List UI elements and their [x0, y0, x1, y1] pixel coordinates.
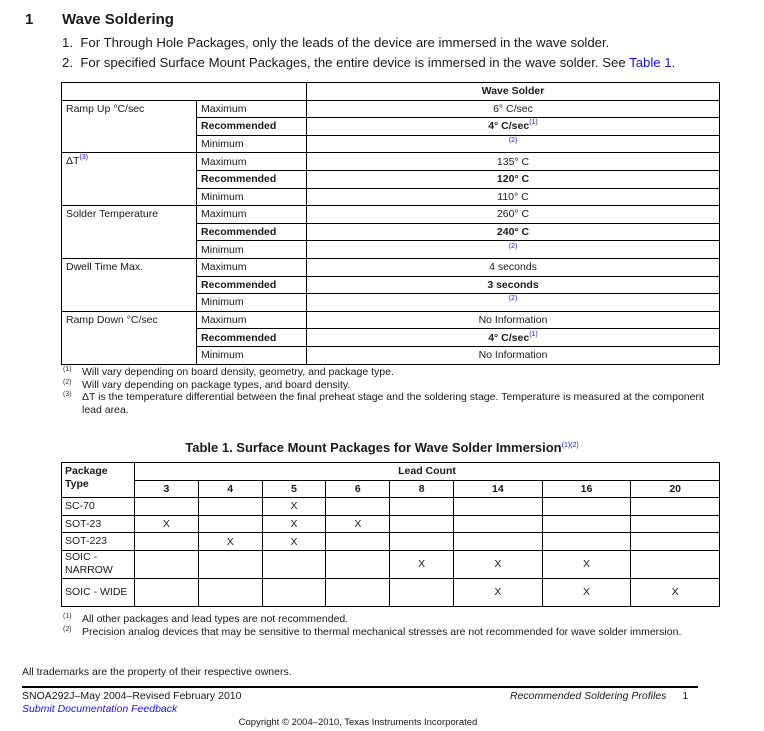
table-row: [62, 578, 720, 606]
value-cell: 135° C: [307, 153, 720, 171]
level-cell: Maximum: [197, 100, 307, 118]
compatibility-cell: X: [542, 578, 631, 606]
lead-count-column-header: 8: [390, 480, 454, 498]
parameter-cell: ΔT$^{(3)}$: [62, 153, 197, 206]
compatibility-cell: [390, 533, 454, 551]
profile-table-notes: [61, 366, 720, 416]
wave-solder-profile-table: [61, 82, 720, 365]
footnote: [61, 391, 720, 416]
package-name-cell: SOIC - NARROW: [62, 550, 135, 578]
compatibility-cell: [262, 550, 326, 578]
compatibility-cell: [326, 550, 390, 578]
document-title: Recommended Soldering Profiles: [510, 690, 667, 702]
lead-count-column-header: 5: [262, 480, 326, 498]
trademark-notice: All trademarks are the property of their respective owners.: [22, 666, 292, 678]
compatibility-cell: X: [454, 578, 543, 606]
lead-count-column-header: 20: [631, 480, 720, 498]
footnote: [61, 626, 720, 639]
footnote-mark: (1): [63, 613, 72, 620]
section-title: Wave Soldering: [62, 11, 174, 28]
footer-right: [510, 690, 688, 702]
compatibility-cell: [631, 533, 720, 551]
value-cell: 240° C: [307, 223, 720, 241]
level-cell: Maximum: [197, 311, 307, 329]
table-row: [62, 311, 720, 329]
caption-footnote-refs[interactable]: (1)(2): [561, 442, 579, 449]
parameter-cell: Solder Temperature: [62, 206, 197, 259]
level-cell: Minimum: [197, 135, 307, 153]
compatibility-cell: X: [198, 533, 262, 551]
parameter-cell: Dwell Time Max.: [62, 258, 197, 311]
level-cell: Maximum: [197, 206, 307, 224]
compatibility-cell: [542, 498, 631, 516]
footnote-text: Will vary depending on package types, and board density.: [82, 378, 351, 391]
value-cell: 260° C: [307, 206, 720, 224]
section-number: 1: [25, 11, 34, 28]
page-number: 1: [682, 690, 689, 702]
level-cell: Minimum: [197, 294, 307, 312]
package-name-cell: SOT-23: [62, 515, 135, 533]
compatibility-cell: [454, 533, 543, 551]
table-1-caption: Table 1. Surface Mount Packages for Wave Solder Immersion$^{(1)(2)}$: [185, 440, 579, 455]
procedure-list: [62, 33, 675, 73]
table-row: [62, 258, 720, 276]
level-cell: Recommended: [197, 223, 307, 241]
level-cell: Minimum: [197, 241, 307, 259]
package-name-cell: SOIC - WIDE: [62, 578, 135, 606]
compatibility-cell: [390, 515, 454, 533]
compatibility-cell: X: [390, 550, 454, 578]
compatibility-cell: [198, 578, 262, 606]
compatibility-cell: X: [135, 515, 199, 533]
footnote: [61, 366, 720, 379]
lead-count-column-header: 4: [198, 480, 262, 498]
footnote-mark: (2): [63, 625, 72, 633]
parameter-cell: Ramp Down °C/sec: [62, 311, 197, 364]
table-row: [62, 100, 720, 118]
footnote-text: ΔT is the temperature differential between the final preheat stage and the soldering stage. Temperature is measured at the component lead area.: [82, 391, 705, 416]
footnote-ref[interactable]: (1): [529, 330, 538, 338]
compatibility-cell: X: [454, 550, 543, 578]
compatibility-cell: [631, 515, 720, 533]
footer-divider: [22, 686, 698, 688]
compatibility-cell: [262, 578, 326, 606]
package-name-cell: SOT-223: [62, 533, 135, 551]
document-id: SNOA292J–May 2004–Revised February 2010: [22, 690, 242, 702]
compatibility-cell: [326, 533, 390, 551]
footer-left: [22, 690, 241, 715]
value-cell: [307, 241, 720, 259]
lead-count-column-header: 14: [454, 480, 543, 498]
package-name-cell: SC-70: [62, 498, 135, 516]
package-type-header: Package Type: [62, 463, 135, 498]
compatibility-cell: [631, 550, 720, 578]
table-1-link[interactable]: Table 1: [629, 55, 672, 70]
footnote-text: All other packages and lead types are not recommended.: [82, 613, 349, 625]
compatibility-cell: [135, 550, 199, 578]
level-cell: Minimum: [197, 346, 307, 364]
compatibility-cell: [390, 498, 454, 516]
footnote-ref[interactable]: (2): [508, 295, 518, 303]
table-row: [62, 533, 720, 551]
level-cell: Recommended: [197, 276, 307, 294]
list-item: 1. For Through Hole Packages, only the leads of the device are immersed in the wave solder.: [62, 35, 610, 50]
footnote-ref[interactable]: (1): [529, 119, 538, 127]
table-row: [62, 515, 720, 533]
footnote-ref[interactable]: (3): [79, 154, 88, 162]
value-cell: 6° C/sec: [307, 100, 720, 118]
level-cell: Recommended: [197, 329, 307, 347]
compatibility-cell: [135, 498, 199, 516]
level-cell: Minimum: [197, 188, 307, 206]
value-cell: No Information: [307, 346, 720, 364]
compatibility-cell: X: [262, 498, 326, 516]
compatibility-cell: X: [262, 533, 326, 551]
column-header-wave-solder: Wave Solder: [307, 83, 720, 101]
lead-count-header: Lead Count: [135, 463, 720, 481]
value-cell: No Information: [307, 311, 720, 329]
table-row: [62, 498, 720, 516]
compatibility-cell: [326, 498, 390, 516]
compatibility-cell: X: [326, 515, 390, 533]
submit-feedback-link[interactable]: Submit Documentation Feedback: [22, 702, 178, 715]
compatibility-cell: [631, 498, 720, 516]
parameter-cell: Ramp Up °C/sec: [62, 100, 197, 153]
level-cell: Recommended: [197, 170, 307, 188]
footnote: [61, 613, 720, 626]
compatibility-cell: [390, 578, 454, 606]
value-cell: 110° C: [307, 188, 720, 206]
table-row: [62, 206, 720, 224]
table-row: [62, 153, 720, 171]
value-cell: [307, 135, 720, 153]
compatibility-cell: [135, 533, 199, 551]
lead-count-column-header: 16: [542, 480, 631, 498]
footnote: [61, 379, 720, 392]
package-lead-count-table: [61, 462, 720, 607]
table-row: [62, 550, 720, 578]
value-cell: 4° C/sec$^{(1)}$: [307, 329, 720, 347]
copyright: Copyright © 2004–2010, Texas Instruments Incorporated: [238, 717, 478, 728]
footnote-mark: (2): [63, 378, 72, 386]
value-cell: 4 seconds: [307, 258, 720, 276]
compatibility-cell: X: [262, 515, 326, 533]
compatibility-cell: [326, 578, 390, 606]
footnote-text: Precision analog devices that may be sensitive to thermal mechanical stresses are not recommended for wave solder immersion.: [82, 625, 682, 638]
compatibility-cell: [454, 498, 543, 516]
lead-count-column-header: 3: [135, 480, 199, 498]
compatibility-cell: [198, 515, 262, 533]
blank-header: [62, 83, 307, 101]
value-cell: 4° C/sec$^{(1)}$: [307, 118, 720, 136]
list-item: 2. For specified Surface Mount Packages, the entire device is immersed in the wave solder. See Table 1.: [62, 55, 676, 70]
compatibility-cell: [542, 533, 631, 551]
level-cell: Maximum: [197, 153, 307, 171]
value-cell: 120° C: [307, 170, 720, 188]
value-cell: [307, 294, 720, 312]
lead-count-column-header: 6: [326, 480, 390, 498]
package-table-notes: [61, 613, 720, 638]
compatibility-cell: [135, 578, 199, 606]
footnote-mark: (3): [63, 391, 72, 398]
compatibility-cell: [198, 550, 262, 578]
footnote-ref[interactable]: (2): [508, 242, 518, 250]
compatibility-cell: X: [542, 550, 631, 578]
value-cell: 3 seconds: [307, 276, 720, 294]
footnote-ref[interactable]: (2): [508, 137, 518, 145]
compatibility-cell: [454, 515, 543, 533]
compatibility-cell: X: [631, 578, 720, 606]
footnote-text: Will vary depending on board density, geometry, and package type.: [82, 366, 394, 378]
level-cell: Maximum: [197, 258, 307, 276]
level-cell: Recommended: [197, 118, 307, 136]
compatibility-cell: [542, 515, 631, 533]
footnote-mark: (1): [63, 366, 72, 373]
compatibility-cell: [198, 498, 262, 516]
